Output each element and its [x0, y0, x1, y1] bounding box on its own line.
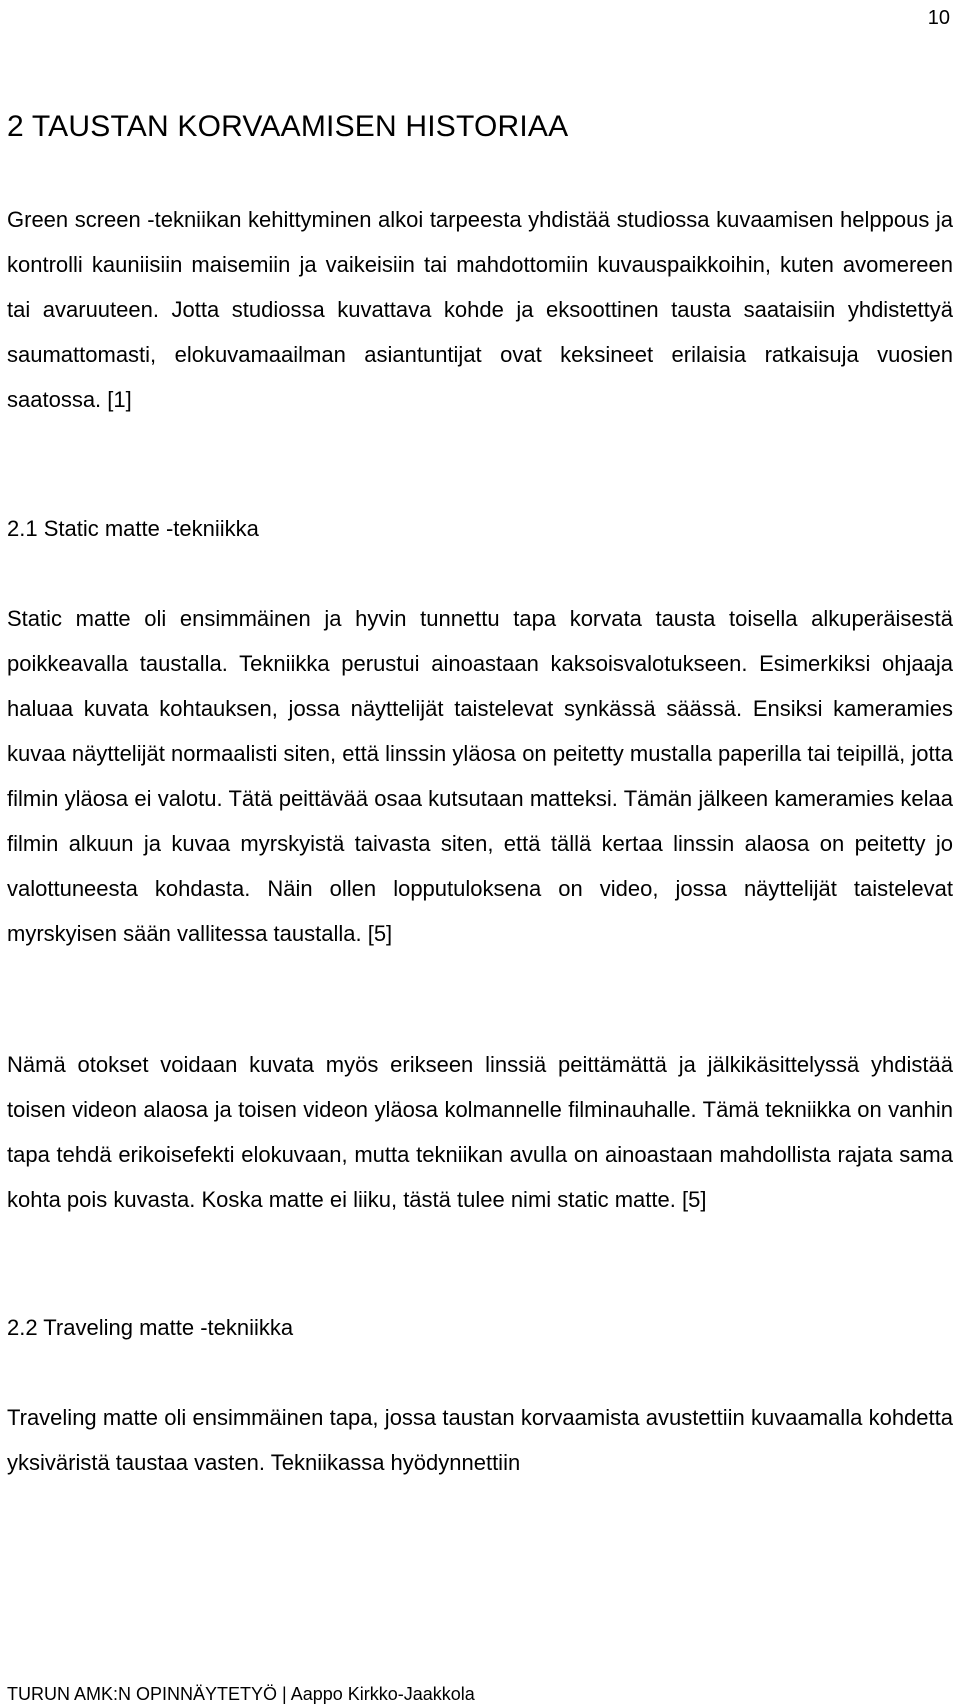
- footer: TURUN AMK:N OPINNÄYTETYÖ | Aappo Kirkko-Jaakkola: [7, 1684, 475, 1704]
- static-matte-paragraph-2: Nämä otokset voidaan kuvata myös erikseen linssiä peittämättä ja jälkikäsittelyssä yhdistää toisen videon alaosa ja toisen videon yläosa kolmannelle filminauhalle. Tämä tekniikka on vanhin tapa tehdä erikoisefekti elokuvaan, mutta tekniikan avulla on ainoastaan mahdollista rajata sama kohta pois kuvasta. Koska matte ei liiku, tästä tulee nimi static matte. [5]: [7, 1052, 953, 1212]
- intro-paragraph: Green screen -tekniikan kehittyminen alkoi tarpeesta yhdistää studiossa kuvaamisen helppous ja kontrolli kauniisiin maisemiin ja vaikeisiin tai mahdottomiin kuvauspaikkoihin, kuten avomereen tai avaruuteen. Jotta studiossa kuvattava kohde ja eksoottinen tausta saataisiin yhdistettyä saumattomasti, elokuvamaailman asiantuntijat ovat keksineet erilaisia ratkaisuja vuosien saatossa. [1]: [7, 207, 953, 412]
- section-heading-traveling-matte: 2.2 Traveling matte -tekniikka: [7, 1315, 294, 1340]
- section-heading-static-matte: 2.1 Static matte -tekniikka: [7, 516, 259, 541]
- static-matte-paragraph-1: Static matte oli ensimmäinen ja hyvin tunnettu tapa korvata tausta toisella alkuperäisestä poikkeavalla taustalla. Tekniikka perustui ainoastaan kaksoisvalotukseen. Esimerkiksi ohjaaja haluaa kuvata kohtauksen, jossa näyttelijät taistelevat synkässä säässä. Ensiksi kameramies kuvaa näyttelijät normaalisti siten, että linssin yläosa on peitetty mustalla paperilla tai teipillä, jotta filmin yläosa ei valotu. Tätä peittävää osaa kutsutaan matteksi. Tämän jälkeen kameramies kelaa filmin alkuun ja kuvaa myrskyistä taivasta siten, että tällä kertaa linssin alaosa on peitetty jo valottuneesta kohdasta. Näin ollen lopputuloksena on video, jossa näyttelijät taistelevat myrskyisen sään vallitessa taustalla. [5]: [7, 606, 953, 946]
- traveling-matte-paragraph-1: Traveling matte oli ensimmäinen tapa, jossa taustan korvaamista avustettiin kuvaamalla kohdetta yksiväristä taustaa vasten. Tekniikassa hyödynnettiin: [7, 1405, 953, 1475]
- chapter-title: 2 TAUSTAN KORVAAMISEN HISTORIAA: [7, 110, 569, 143]
- page-number: 10: [927, 7, 950, 29]
